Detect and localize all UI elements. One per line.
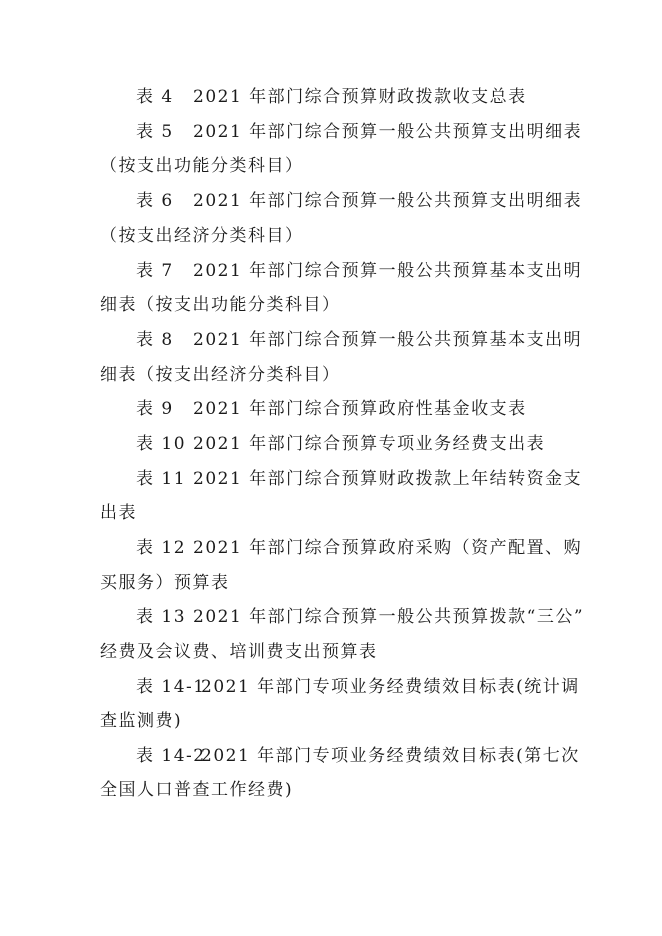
entry-continuation: （按支出经济分类科目）: [100, 226, 304, 246]
entry-line: [136, 329, 582, 351]
entry-continuation: 细表（按支出经济分类科目）: [100, 365, 341, 385]
entry-text: 2021 年部门综合预算一般公共预算支出明细表: [193, 191, 583, 211]
entry-text: 2021 年部门综合预算一般公共预算拨款“三公”: [193, 607, 585, 627]
entry-text: 2021 年部门综合预算一般公共预算基本支出明: [193, 261, 583, 281]
entry-label: 表 12: [136, 538, 187, 558]
entry-text: 2021 年部门综合预算一般公共预算基本支出明: [193, 330, 583, 350]
entry-text: 2021 年部门综合预算一般公共预算支出明细表: [193, 122, 583, 142]
entry-continuation: 全国人口普查工作经费): [100, 780, 294, 800]
entry-label: 表 11: [136, 469, 187, 489]
entry-text: 2021 年部门综合预算专项业务经费支出表: [193, 434, 546, 454]
entry-line: [136, 398, 527, 420]
entry-label: 表 10: [136, 434, 187, 454]
entry-text: 2021 年部门综合预算政府采购（资产配置、购: [193, 538, 583, 558]
entry-text: 2021 年部门专项业务经费绩效目标表(第七次: [201, 746, 580, 766]
entry-label: 表 14-2: [136, 746, 206, 766]
entry-label: 表 6: [136, 191, 174, 211]
entry-line: [136, 433, 545, 455]
entry-text: 2021 年部门综合预算政府性基金收支表: [193, 399, 527, 419]
entry-label: 表 13: [136, 607, 187, 627]
entry-line: [136, 537, 582, 559]
entry-continuation: （按支出功能分类科目）: [100, 156, 304, 176]
entry-text: 2021 年部门综合预算财政拨款上年结转资金支: [193, 469, 583, 489]
entry-continuation: 出表: [100, 503, 137, 523]
entry-continuation: 买服务）预算表: [100, 573, 230, 593]
entry-line: [136, 260, 582, 282]
entry-line: [136, 121, 582, 143]
entry-line: [136, 468, 582, 490]
entry-line: [136, 190, 582, 212]
entry-line: [136, 86, 527, 108]
entry-continuation: 经费及会议费、培训费支出预算表: [100, 642, 378, 662]
entry-continuation: 细表（按支出功能分类科目）: [100, 295, 341, 315]
entry-continuation: 查监测费): [100, 711, 183, 731]
entry-line: [136, 606, 584, 628]
entry-label: 表 9: [136, 399, 174, 419]
entry-label: 表 4: [136, 87, 174, 107]
entry-line: [136, 676, 580, 698]
entry-text: 2021 年部门专项业务经费绩效目标表(统计调: [201, 677, 580, 697]
entry-label: 表 14-1: [136, 677, 206, 697]
entry-text: 2021 年部门综合预算财政拨款收支总表: [193, 87, 527, 107]
entry-label: 表 8: [136, 330, 174, 350]
entry-line: [136, 745, 580, 767]
entry-label: 表 5: [136, 122, 174, 142]
entry-label: 表 7: [136, 261, 174, 281]
